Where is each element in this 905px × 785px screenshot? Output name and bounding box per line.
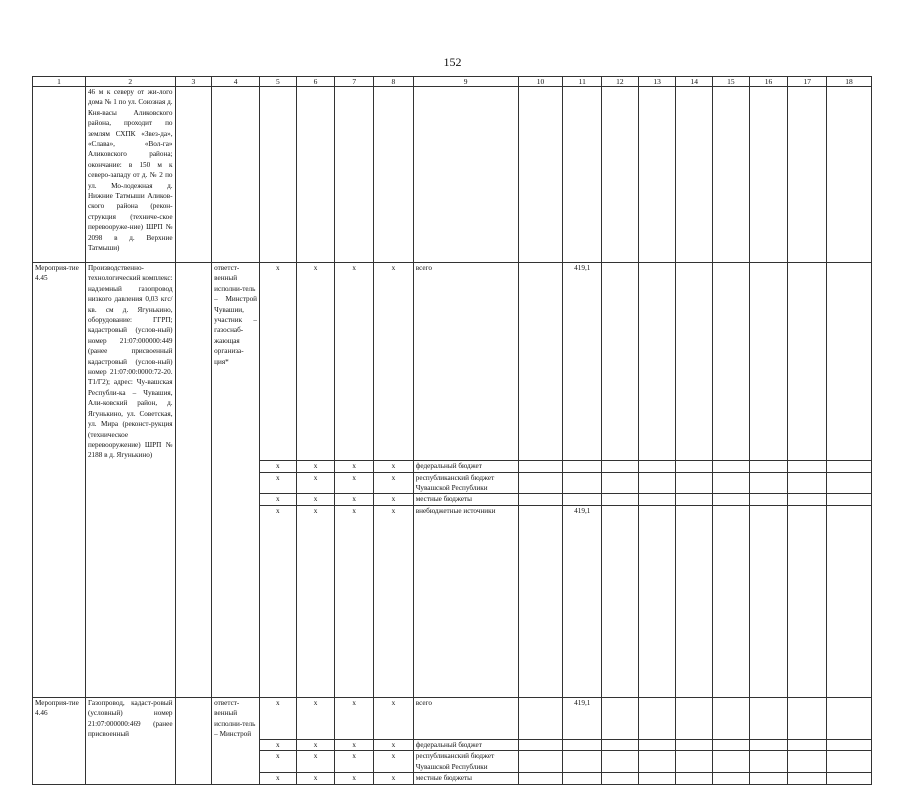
empty-cell: [602, 87, 639, 263]
budget-code: х: [374, 494, 414, 505]
empty-cell: [335, 87, 374, 263]
budget-code: х: [335, 697, 374, 739]
measure-executor: [212, 773, 260, 784]
empty-cell: [638, 472, 676, 494]
empty-cell: [749, 751, 788, 773]
empty-cell: [518, 505, 563, 697]
funding-source: всего: [413, 697, 518, 739]
table-row: [33, 494, 872, 505]
column-number: 14: [676, 77, 713, 87]
budget-code: х: [296, 773, 335, 784]
measure-executor: [212, 494, 260, 505]
empty-cell: [749, 697, 788, 739]
funding-amount: [563, 472, 602, 494]
empty-cell: [713, 773, 750, 784]
budget-code: х: [260, 263, 297, 461]
empty-cell: [518, 263, 563, 461]
measure-name: Мероприя-тие 4.46: [33, 697, 86, 739]
measure-executor: ответст-венный исполни-тель – Минстрой: [212, 697, 260, 739]
empty-cell: [175, 751, 212, 773]
empty-cell: [518, 494, 563, 505]
budget-code: х: [374, 751, 414, 773]
budget-code: х: [296, 739, 335, 750]
funding-amount: [563, 751, 602, 773]
funding-amount: [563, 494, 602, 505]
measure-executor: [212, 472, 260, 494]
measure-description: [85, 751, 175, 773]
empty-cell: [788, 697, 827, 739]
funding-source: республиканский бюджет Чувашской Республики: [413, 472, 518, 494]
empty-cell: [602, 739, 639, 750]
table-row: [33, 472, 872, 494]
empty-cell: [713, 697, 750, 739]
empty-cell: [749, 87, 788, 263]
budget-code: х: [335, 773, 374, 784]
budget-code: х: [260, 505, 297, 697]
column-number: 18: [827, 77, 872, 87]
budget-code: х: [296, 505, 335, 697]
column-number: 3: [175, 77, 212, 87]
budget-code: х: [335, 751, 374, 773]
empty-cell: [518, 461, 563, 472]
funding-amount: 419,1: [563, 263, 602, 461]
budget-code: х: [335, 461, 374, 472]
measure-description: [85, 739, 175, 750]
column-number: 4: [212, 77, 260, 87]
empty-cell: [175, 739, 212, 750]
budget-code: х: [260, 494, 297, 505]
column-number: 6: [296, 77, 335, 87]
empty-cell: [676, 739, 713, 750]
empty-cell: [175, 494, 212, 505]
empty-cell: [638, 697, 676, 739]
table-row: [33, 263, 872, 461]
empty-cell: [788, 87, 827, 263]
empty-cell: [602, 697, 639, 739]
empty-cell: [676, 751, 713, 773]
measure-name: [33, 494, 86, 505]
empty-cell: [638, 505, 676, 697]
empty-cell: [175, 461, 212, 472]
empty-cell: [518, 697, 563, 739]
empty-cell: [713, 461, 750, 472]
empty-cell: [676, 461, 713, 472]
column-number-row: [33, 77, 872, 87]
measure-name: [33, 472, 86, 494]
empty-cell: [374, 87, 414, 263]
empty-cell: [788, 263, 827, 461]
table-row: [33, 697, 872, 739]
measure-description: [85, 472, 175, 494]
empty-cell: [175, 505, 212, 697]
empty-cell: [788, 494, 827, 505]
budget-code: х: [296, 697, 335, 739]
measure-description: Газопровод, кадаст-ровый (условный) номер 21:07:000000:469 (ранее присвоенный: [85, 697, 175, 739]
empty-cell: [518, 751, 563, 773]
column-number: 16: [749, 77, 788, 87]
budget-code: х: [260, 461, 297, 472]
empty-cell: [260, 87, 297, 263]
column-number: 11: [563, 77, 602, 87]
empty-cell: [827, 773, 872, 784]
empty-cell: [788, 751, 827, 773]
empty-cell: [563, 87, 602, 263]
measure-description: Производственно-технологический комплекс: надземный газопровод низкого давления 0,03 кгс/кв. см д. Ягунькино, оборудование: ГГРП; кадастровый (услов-ный) номер 21:07:000000:449 (ранее присвоенный кадастровый (услов-ный) номер 21:07:00:0000:72-20. Т1/Г2); адрес: Чу-вашская Республи-ка – Чувашия, Али-ковский район, д. Ягунькино, ул. Советская, ул. Мира (реконст-рукция (техническое перевооружение) ШРП № 2188 в д. Ягунькино): [85, 263, 175, 461]
empty-cell: [602, 751, 639, 773]
measure-name: [33, 751, 86, 773]
budget-code: х: [335, 505, 374, 697]
funding-amount: [563, 739, 602, 750]
measure-name: [33, 505, 86, 697]
empty-cell: [676, 472, 713, 494]
budget-code: х: [296, 751, 335, 773]
funding-source: внебюджетные источники: [413, 505, 518, 697]
empty-cell: [788, 461, 827, 472]
table-row: [33, 87, 872, 263]
empty-cell: [602, 494, 639, 505]
empty-cell: [518, 773, 563, 784]
budget-code: х: [374, 461, 414, 472]
empty-cell: [638, 494, 676, 505]
column-number: 10: [518, 77, 563, 87]
measure-description: [85, 494, 175, 505]
empty-cell: [676, 697, 713, 739]
measure-name: [33, 739, 86, 750]
budget-code: х: [260, 472, 297, 494]
budget-code: х: [335, 494, 374, 505]
measure-description: [85, 461, 175, 472]
funding-amount: [563, 773, 602, 784]
empty-cell: [413, 87, 518, 263]
table-row: [33, 773, 872, 784]
empty-cell: [749, 472, 788, 494]
empty-cell: [602, 505, 639, 697]
budget-code: х: [374, 697, 414, 739]
budget-code: х: [260, 697, 297, 739]
budget-code: х: [296, 472, 335, 494]
empty-cell: [175, 263, 212, 461]
funding-source: республиканский бюджет Чувашской Республики: [413, 751, 518, 773]
column-number: 7: [335, 77, 374, 87]
column-number: 8: [374, 77, 414, 87]
budget-code: х: [374, 263, 414, 461]
empty-cell: [518, 472, 563, 494]
empty-cell: [827, 263, 872, 461]
empty-cell: [518, 739, 563, 750]
measure-name: [33, 773, 86, 784]
funding-source: всего: [413, 263, 518, 461]
empty-cell: [638, 461, 676, 472]
empty-cell: [638, 263, 676, 461]
budget-code: х: [260, 739, 297, 750]
empty-cell: [788, 739, 827, 750]
measure-description: [85, 773, 175, 784]
budget-code: х: [260, 773, 297, 784]
budget-code: х: [335, 472, 374, 494]
page-number: 152: [443, 55, 462, 69]
budget-code: х: [296, 263, 335, 461]
measure-name-cell: [33, 87, 86, 263]
empty-cell: [827, 505, 872, 697]
table-row: [33, 751, 872, 773]
empty-cell: [676, 505, 713, 697]
empty-cell: [713, 472, 750, 494]
empty-cell: [749, 773, 788, 784]
empty-cell: [827, 739, 872, 750]
empty-cell: [676, 87, 713, 263]
empty-cell: [638, 751, 676, 773]
funding-amount: 419,1: [563, 697, 602, 739]
measure-executor: [212, 505, 260, 697]
empty-cell: [749, 461, 788, 472]
empty-cell: [638, 773, 676, 784]
empty-cell: [827, 751, 872, 773]
empty-cell: [713, 505, 750, 697]
measure-name: [33, 461, 86, 472]
empty-cell: [749, 505, 788, 697]
column-number: 17: [788, 77, 827, 87]
budget-code: х: [260, 751, 297, 773]
empty-cell: [602, 263, 639, 461]
column-number: 1: [33, 77, 86, 87]
table-row: [33, 505, 872, 697]
measure-executor: [212, 751, 260, 773]
budget-code: х: [335, 263, 374, 461]
empty-cell: [175, 472, 212, 494]
budget-code: х: [374, 739, 414, 750]
funding-source: федеральный бюджет: [413, 461, 518, 472]
empty-cell: [676, 263, 713, 461]
empty-cell: [788, 472, 827, 494]
empty-cell: [713, 751, 750, 773]
empty-cell: [296, 87, 335, 263]
budget-code: х: [374, 505, 414, 697]
budget-code: х: [374, 472, 414, 494]
empty-cell: [827, 461, 872, 472]
empty-cell: [827, 87, 872, 263]
empty-cell: [827, 472, 872, 494]
column-number: 9: [413, 77, 518, 87]
empty-cell: [602, 773, 639, 784]
empty-cell: [827, 697, 872, 739]
measure-executor: [212, 461, 260, 472]
empty-cell: [518, 87, 563, 263]
funding-amount: 419,1: [563, 505, 602, 697]
budget-code: х: [296, 494, 335, 505]
funding-source: местные бюджеты: [413, 494, 518, 505]
empty-cell: [175, 697, 212, 739]
budget-code: х: [296, 461, 335, 472]
table-row: [33, 739, 872, 750]
funding-amount: [563, 461, 602, 472]
empty-cell: [676, 773, 713, 784]
empty-cell: [676, 494, 713, 505]
empty-cell: [175, 773, 212, 784]
empty-cell: [749, 739, 788, 750]
empty-cell: [827, 494, 872, 505]
empty-cell: [713, 739, 750, 750]
measure-executor: [212, 739, 260, 750]
column-number: 5: [260, 77, 297, 87]
column-number: 2: [85, 77, 175, 87]
funding-source: местные бюджеты: [413, 773, 518, 784]
budget-code: х: [335, 739, 374, 750]
empty-cell: [749, 263, 788, 461]
empty-cell: [788, 505, 827, 697]
column-number: 12: [602, 77, 639, 87]
empty-cell: [713, 494, 750, 505]
column-number: 15: [713, 77, 750, 87]
funding-source: федеральный бюджет: [413, 739, 518, 750]
measure-description: [85, 505, 175, 697]
measure-executor: ответст-венный исполни-тель – Минстрой Чувашии, участник – газоснаб-жающая организа-ция*: [212, 263, 260, 461]
empty-cell: [788, 773, 827, 784]
measure-description: 46 м к северу от жи-лого дома № 1 по ул. Союзная д. Кня-васы Аликовского района, проходит по землям СХПК «Звез-да», «Слава», «Вол-га» Аликовского района; окончание: в 150 м к северо-западу от д. № 2 по ул. Мо-лодежная д. Нижние Татмыши Аликов-ского района (рекон-струкция (техниче-ское перевооруже-ние) ШРП № 2098 в д. Верхние Татмыши): [85, 87, 175, 263]
empty-cell: [713, 263, 750, 461]
budget-code: х: [374, 773, 414, 784]
empty-cell: [749, 494, 788, 505]
empty-cell: [212, 87, 260, 263]
measure-name: Мероприя-тие 4.45: [33, 263, 86, 461]
empty-cell: [602, 472, 639, 494]
table-row: [33, 461, 872, 472]
column-number: 13: [638, 77, 676, 87]
empty-cell: [713, 87, 750, 263]
empty-cell: [175, 87, 212, 263]
empty-cell: [638, 739, 676, 750]
program-table: [32, 76, 872, 785]
empty-cell: [602, 461, 639, 472]
empty-cell: [638, 87, 676, 263]
